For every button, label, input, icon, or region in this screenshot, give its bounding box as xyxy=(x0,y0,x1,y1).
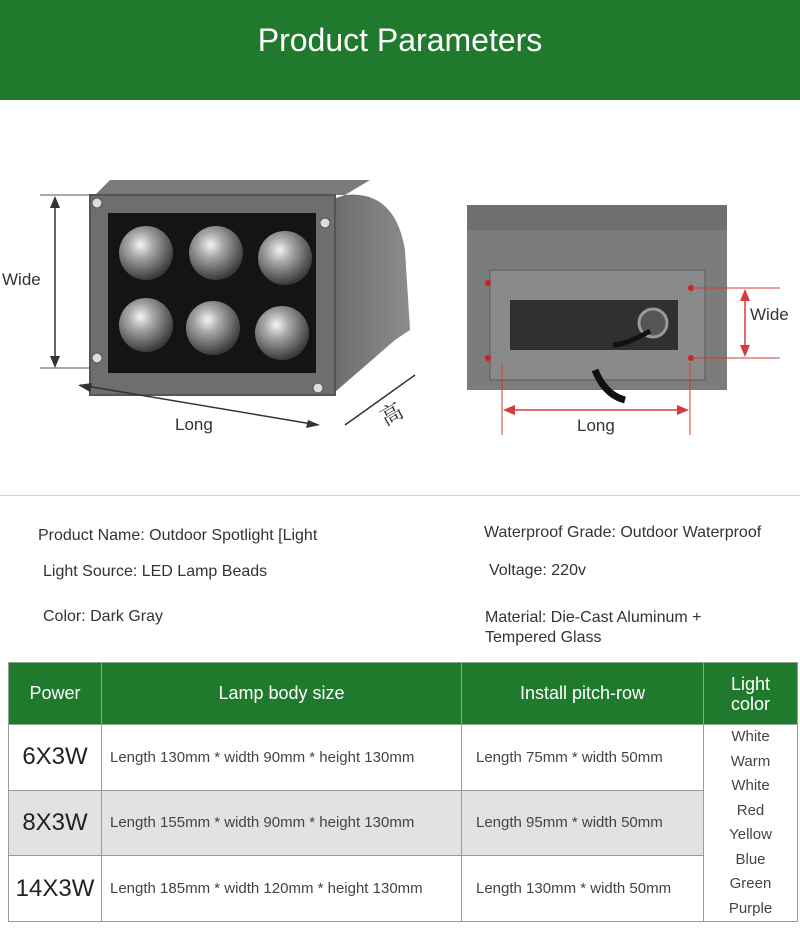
light-color-item: Green xyxy=(729,875,772,892)
header-pitch: Install pitch-row xyxy=(462,663,704,725)
header-power: Power xyxy=(9,663,102,725)
light-color-item: Blue xyxy=(735,850,766,868)
row-pitch: Length 75mm * width 50mm xyxy=(462,725,704,791)
spec-voltage: Voltage: 220v xyxy=(489,562,586,579)
light-color-item: White xyxy=(731,777,770,794)
spotlight-back-image xyxy=(455,195,800,445)
row-power: 6X3W xyxy=(9,725,102,791)
light-color-item: Red xyxy=(736,801,765,819)
row-body-size: Length 130mm * width 90mm * height 130mm xyxy=(102,725,462,791)
spec-material-line-1: Material: Die-Cast Aluminum + xyxy=(485,609,702,626)
parameters-table xyxy=(8,662,798,922)
diagram-right-wide-label: Wide xyxy=(750,305,789,324)
row-power: 14X3W xyxy=(9,856,102,922)
light-color-item: Purple xyxy=(728,899,773,917)
header-light-color xyxy=(704,663,798,725)
spec-color: Color: Dark Gray xyxy=(43,608,164,625)
section-divider xyxy=(0,495,800,496)
spotlight-front-image xyxy=(0,160,440,460)
header-body-size: Lamp body size xyxy=(102,663,462,725)
diagram-right-long-label: Long xyxy=(577,416,615,435)
light-color-item: Warm xyxy=(730,752,771,770)
spec-light-source: Light Source: LED Lamp Beads xyxy=(43,563,268,580)
page-title: Product Parameters xyxy=(257,22,543,58)
spec-product-name: Product Name: Outdoor Spotlight [Light xyxy=(38,527,318,544)
diagram-left-wide-label: Wide xyxy=(2,270,41,289)
row-pitch: Length 130mm * width 50mm xyxy=(462,856,704,922)
table-row xyxy=(9,725,798,791)
row-power: 8X3W xyxy=(9,790,102,856)
light-color-item: Yellow xyxy=(729,826,772,843)
diagram-left-long-label: Long xyxy=(175,415,213,434)
diagram-left-height-label: 高 xyxy=(375,398,408,431)
title-banner xyxy=(0,0,800,100)
spec-material-line-2: Tempered Glass xyxy=(485,629,602,646)
spec-waterproof: Waterproof Grade: Outdoor Waterproof xyxy=(484,524,762,541)
row-body-size: Length 185mm * width 120mm * height 130mm xyxy=(102,856,462,922)
row-pitch: Length 95mm * width 50mm xyxy=(462,790,704,856)
light-color-item: White xyxy=(731,728,770,745)
light-color-cell xyxy=(704,725,798,922)
row-body-size: Length 155mm * width 90mm * height 130mm xyxy=(102,790,462,856)
header-light-line-2: color xyxy=(730,694,770,714)
header-light-line-1: Light xyxy=(730,674,771,694)
table-row xyxy=(9,856,798,922)
table-row xyxy=(9,790,798,856)
table-header-row xyxy=(9,663,798,725)
